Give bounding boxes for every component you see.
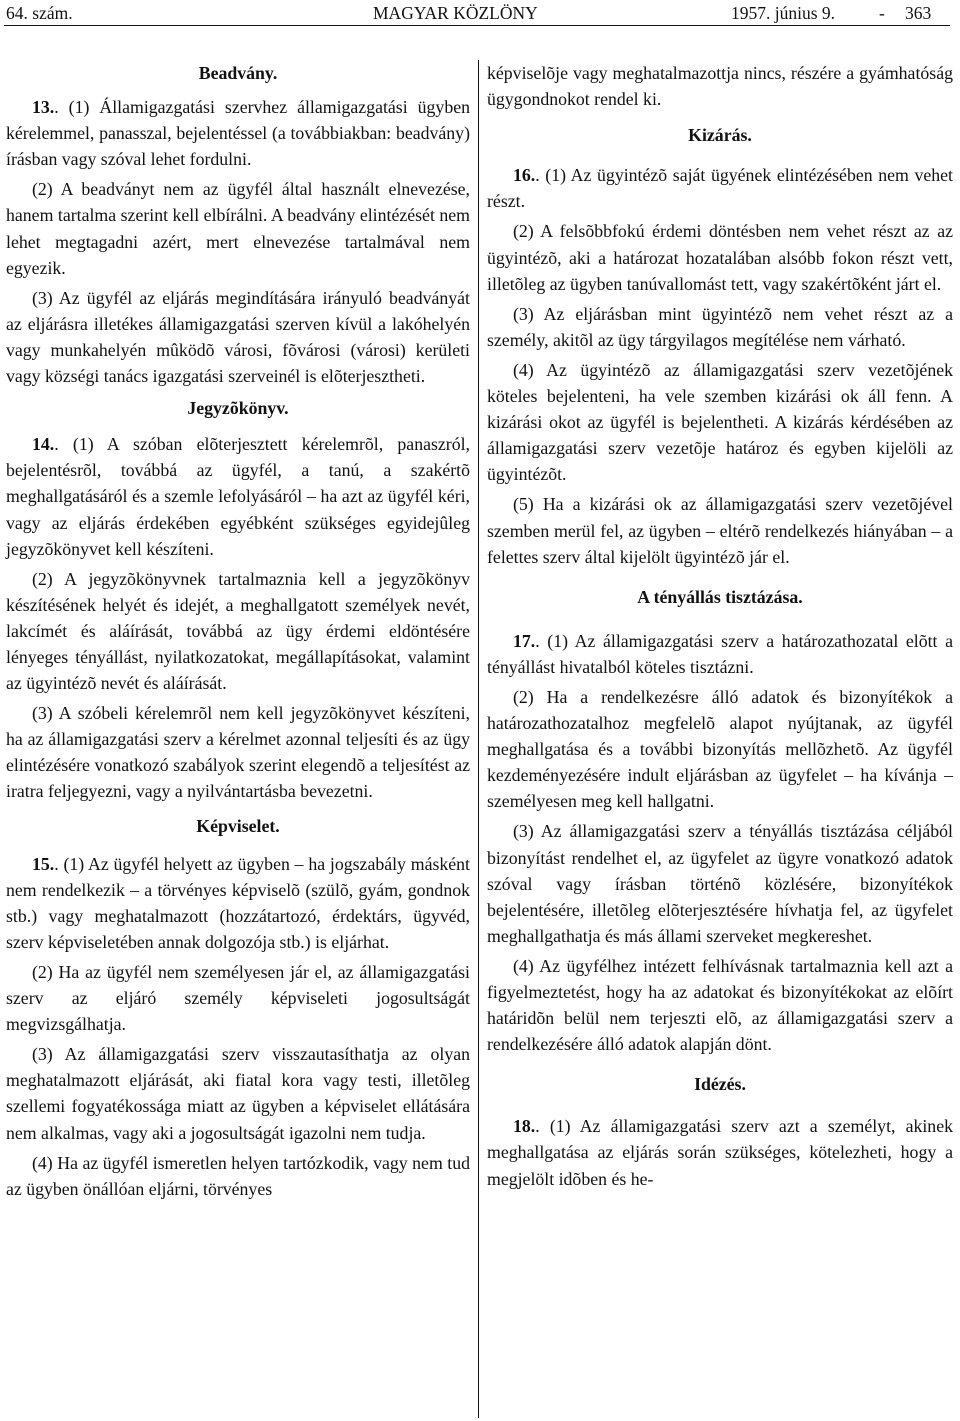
section-18-number: 18. bbox=[513, 1116, 536, 1137]
page-number: 363 bbox=[905, 3, 932, 23]
section-17-para-3: (3) Az államigazgatási szerv a tényállás tisztázása céljából bizonyítást rendelhet el, az ügyfelet az ügyre vonatkozó adatok szóval vagy írásban történõ közlésére, bizonyítékok bejelentésére, illetõleg elõterjesztésére hívhatja fel, az ügyfelet meghallgathatja és más állami szerveket megkereshet. bbox=[487, 821, 953, 946]
running-header bbox=[0, 0, 960, 30]
section-17-para-4: (4) Az ügyfélhez intézett felhívásnak tartalmaznia kell azt a figyelmeztetést, hogy ha az adatokat és bizonyítékokat az elõírt határidõn belül nem terjeszti elõ, az államigazgatási szerv a rendelkezésére álló adatok alapján dönt. bbox=[487, 955, 953, 1055]
heading-idezes: Idézés. bbox=[694, 1074, 746, 1095]
section-15-para-2: (2) Ha az ügyfél nem személyesen jár el, az államigazgatási szerv az eljáró személy képviseleti jogosultságát megvizsgálhatja. bbox=[6, 962, 470, 1035]
heading-kepviselet: Képviselet. bbox=[196, 815, 280, 836]
section-16-number: 16. bbox=[513, 165, 536, 186]
journal-title: MAGYAR KÖZLÖNY bbox=[373, 3, 538, 23]
section-14-para-1: 14.. (1) A szóban elõterjesztett kérelemrõl, panaszról, bejelentésrõl, továbbá az ügyfél, a tanú, a szakértõ meghallgatásáról és a szemle lefolyásáról – ha azt az ügyfél kéri, vagy az eljárás érdekében egyébként szükséges egyidejûleg jegyzõkönyvet kell készíteni. bbox=[6, 434, 470, 559]
section-13-para-1: 13.. (1) Államigazgatási szervhez államigazgatási ügyben kérelemmel, panasszal, bejelentéssel (a továbbiakban: beadvány) írásban vagy szóval lehet fordulni. bbox=[6, 97, 470, 170]
section-13-number: 13. bbox=[32, 97, 55, 118]
section-15-number: 15. bbox=[32, 853, 55, 874]
section-15-para-4: (4) Ha az ügyfél ismeretlen helyen tartózkodik, vagy nem tud az ügyben önállóan eljárni, törvényes bbox=[6, 1152, 470, 1199]
section-15-para-3: (3) Az államigazgatási szerv visszautasíthatja az olyan meghatalmazott eljárását, aki fiatal kora vagy testi, illetõleg szellemi fogyatékossága miatt az ügyben a képviselet ellátására nem alkalmas, vagy aki a jogosultságát igazolni nem tudja. bbox=[6, 1044, 470, 1143]
left-column bbox=[6, 60, 470, 1206]
section-14-para-2: (2) A jegyzõkönyvnek tartalmaznia kell a jegyzõkönyv készítésének helyét és idejét, a meghallgatott személyek nevét, lakcímét és aláírását, továbbá az ügy érdemi eldöntésére lényeges tényállást, nyilatkozatokat, megállapításokat, valamint az ügyintézõ nevét és aláírását. bbox=[6, 568, 470, 694]
header-rule bbox=[4, 25, 950, 26]
section-16-para-4: (4) Az ügyintézõ az államigazgatási szerv vezetõjének köteles bejelenteni, ha vele szemben kizárási ok áll fenn. A kizárási okot az ügyfél is bejelentheti. A kizárás kérdésében az államigazgatási szerv vezetõje határoz és egyben kijelöli az ügyintézõt. bbox=[487, 359, 953, 485]
section-16-para-3: (3) Az eljárásban mint ügyintézõ nem vehet részt az a személy, akitõl az ügy tárgyilagos megítélése nem várható. bbox=[487, 303, 953, 350]
section-18-para-1: 18.. (1) Az államigazgatási szerv azt a személyt, akinek meghallgatása az eljárás során szükséges, kötelezheti, hogy a megjelölt idõben és he- bbox=[487, 1116, 953, 1189]
heading-beadvany: Beadvány. bbox=[198, 63, 278, 83]
section-15-para-1: 15.. (1) Az ügyfél helyett az ügyben – ha jogszabály másként nem rendelkezik – a törvényes képviselõ (szülõ, gyám, gondnok stb.) vagy meghatalmazott (hozzátartozó, érdektárs, ügyvéd, szerv képviseletében annak dolgozója stb.) is eljárhat. bbox=[6, 853, 470, 952]
issue-number: 64. szám. bbox=[6, 3, 73, 23]
header-separator: - bbox=[879, 3, 885, 23]
section-17-para-1: 17.. (1) Az államigazgatási szerv a határozathozatal elõtt a tényállást hivatalból köteles tisztázni. bbox=[487, 630, 953, 677]
heading-tenyallas: A tényállás tisztázása. bbox=[637, 586, 803, 607]
section-14-para-3: (3) A szóbeli kérelemrõl nem kell jegyzõkönyvet készíteni, ha az államigazgatási szerv a kérelmet azonnal teljesíti és az ügy elintézésére vonatkozó szabályok szerint elegendõ a teljesítést az iratra feljegyezni, vagy a nyilvántartásba bevezetni. bbox=[6, 703, 470, 802]
section-16-para-5: (5) Ha a kizárási ok az államigazgatási szerv vezetõjével szemben merül fel, az ügyben – eltérõ rendelkezés hiányában – a felettes szerv által kijelölt ügyintézõ jár el. bbox=[487, 494, 953, 567]
column-divider bbox=[478, 60, 479, 1418]
section-13-para-2: (2) A beadványt nem az ügyfél által használt elnevezése, hanem tartalma szerint kell elbírálni. A beadvány elintézését nem lehet megtagadni azért, mert elnevezése tartalmával nem egyezik. bbox=[6, 179, 470, 278]
section-17-para-2: (2) Ha a rendelkezésre álló adatok és bizonyítékok a határozathozatalhoz megfelelõ alapot nyújtanak, az ügyfél meghallgatása és a további bizonyítás mellõzhetõ. Az ügyfél kezdeményezésére indult eljárásban az ügyfelet – ha kívánja – személyesen meg kell hallgatni. bbox=[487, 686, 953, 812]
section-17-number: 17. bbox=[513, 630, 536, 651]
continued-paragraph: képviselõje vagy meghatalmazottja nincs, részére a gyámhatóság ügygondnokot rendel ki. bbox=[487, 63, 953, 110]
heading-jegyzokonyv: Jegyzõkönyv. bbox=[187, 398, 289, 419]
section-16-para-2: (2) A felsõbbfokú érdemi döntésben nem vehet részt az az ügyintézõ, aki a határozat hozatalában alsóbb fokon részt vett, illetõleg az ügyben tanúvallomást tett, vagy szakértõként járt el. bbox=[487, 221, 953, 294]
issue-date: 1957. június 9. bbox=[731, 3, 836, 23]
section-13-para-3: (3) Az ügyfél az eljárás megindítására irányuló beadványát az eljárásra illetékes államigazgatási szerven kívül a lakóhelyén vagy munkahelyén mûködõ városi, fõvárosi (városi) kerületi vagy községi tanács igazgatási szerveinél is elõterjesztheti. bbox=[6, 287, 470, 387]
right-column bbox=[487, 60, 953, 1196]
section-16-para-1: 16.. (1) Az ügyintézõ saját ügyének elintézésében nem vehet részt. bbox=[487, 165, 953, 212]
heading-kizaras: Kizárás. bbox=[688, 125, 752, 146]
section-14-number: 14. bbox=[32, 434, 55, 455]
